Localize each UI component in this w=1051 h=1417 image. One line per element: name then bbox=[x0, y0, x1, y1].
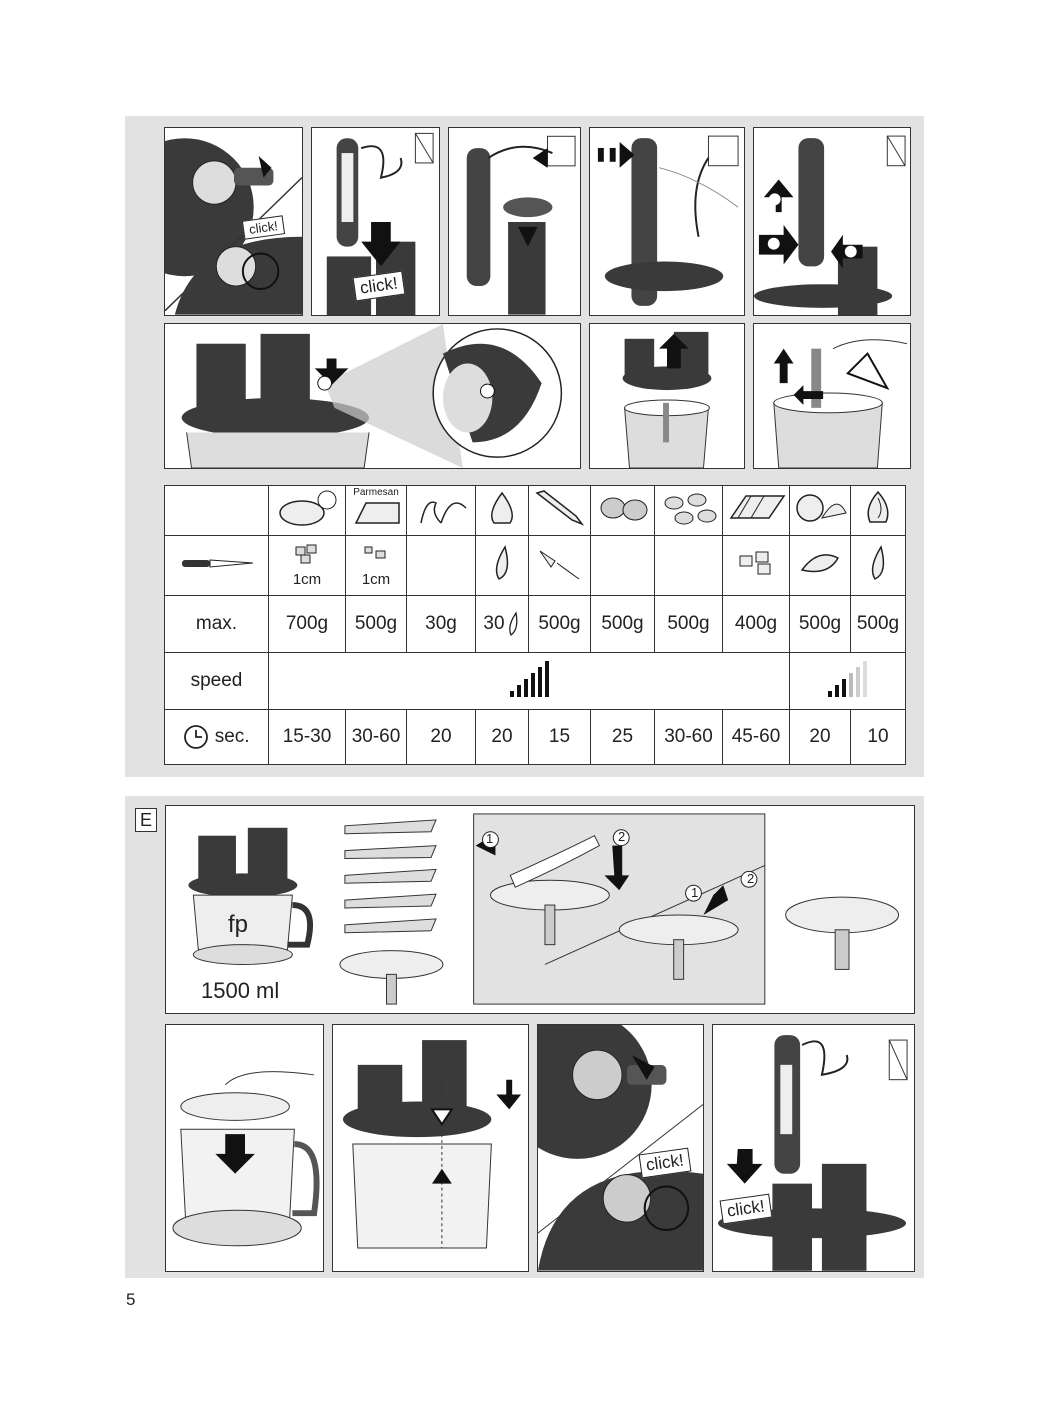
click-label: click! bbox=[720, 1194, 773, 1225]
chocolate-pieces-icon bbox=[723, 536, 790, 596]
max-value: 500g bbox=[655, 596, 723, 653]
sec-value: 10 bbox=[851, 710, 906, 765]
attach-motor-illustration bbox=[713, 1025, 914, 1271]
meat-icon bbox=[269, 486, 346, 536]
sec-value: 15 bbox=[529, 710, 591, 765]
chocolate-icon bbox=[723, 486, 790, 536]
cut-size-label: 1cm bbox=[361, 571, 391, 588]
sec-value: 30-60 bbox=[346, 710, 407, 765]
speed-low-cell bbox=[790, 653, 906, 710]
max-value: 400g bbox=[723, 596, 790, 653]
sec-label-cell bbox=[165, 710, 269, 765]
sec-value: 20 bbox=[790, 710, 851, 765]
slicer-overview-panel bbox=[165, 805, 915, 1014]
cube-cut-cell bbox=[346, 536, 407, 596]
speed-low-icon bbox=[828, 659, 867, 697]
fit-lid-panel bbox=[332, 1024, 529, 1272]
section-letter: E bbox=[135, 808, 157, 832]
step-number: 2 bbox=[747, 871, 755, 886]
remove-blade-panel bbox=[753, 323, 911, 469]
lid-release-illustration bbox=[165, 324, 580, 468]
max-value: 500g bbox=[851, 596, 906, 653]
cube-cut-cell bbox=[269, 536, 346, 596]
volume-label: 1500 ml bbox=[201, 978, 280, 1003]
click-label: click! bbox=[353, 271, 406, 302]
onion-icon bbox=[790, 486, 851, 536]
top-instruction-section bbox=[125, 116, 924, 777]
sec-label: sec. bbox=[214, 726, 250, 748]
onion-slice-icon bbox=[851, 536, 906, 596]
fp-label: fp bbox=[228, 911, 249, 938]
max-value: 30 bbox=[483, 613, 505, 635]
empty-cell bbox=[407, 536, 476, 596]
plug-in-panel bbox=[448, 127, 581, 316]
press-button-illustration bbox=[590, 128, 744, 315]
insert-disc-illustration bbox=[166, 1025, 323, 1271]
blank-corner-cell bbox=[165, 486, 269, 536]
step-number: 1 bbox=[691, 885, 699, 900]
gear-lock-panel bbox=[537, 1024, 704, 1272]
garlic-clove-icon bbox=[505, 611, 521, 637]
speed-label: speed bbox=[165, 653, 269, 710]
fit-lid-illustration bbox=[333, 1025, 528, 1271]
click-label: click! bbox=[242, 215, 285, 240]
gear-attach-panel bbox=[164, 127, 303, 316]
walnut-icon bbox=[591, 486, 655, 536]
sec-value: 20 bbox=[476, 710, 529, 765]
remove-blade-illustration bbox=[754, 324, 910, 468]
max-value: 30g bbox=[407, 596, 476, 653]
cut-size-label: 1cm bbox=[292, 571, 322, 588]
empty-cell bbox=[655, 536, 723, 596]
insert-disc-panel bbox=[165, 1024, 324, 1272]
speed-full-cell bbox=[269, 653, 790, 710]
motor-attach-panel bbox=[311, 127, 440, 316]
parmesan-icon bbox=[346, 486, 407, 536]
plug-in-illustration bbox=[449, 128, 580, 315]
step-number: 2 bbox=[618, 829, 626, 844]
carrot-icon bbox=[529, 486, 591, 536]
detach-motor-panel bbox=[753, 127, 911, 316]
lift-lid-illustration bbox=[590, 324, 744, 468]
clock-icon bbox=[183, 724, 209, 750]
sec-value: 25 bbox=[591, 710, 655, 765]
speed-max-icon bbox=[510, 659, 549, 697]
garlic-icon bbox=[476, 486, 529, 536]
max-value: 500g bbox=[346, 596, 407, 653]
lid-release-panel bbox=[164, 323, 581, 469]
max-value: 500g bbox=[790, 596, 851, 653]
sec-value: 20 bbox=[407, 710, 476, 765]
parmesan-label: Parmesan bbox=[353, 487, 399, 498]
empty-cell bbox=[591, 536, 655, 596]
almond-icon bbox=[655, 486, 723, 536]
attach-motor-panel bbox=[712, 1024, 915, 1272]
max-value: 500g bbox=[529, 596, 591, 653]
max-value-garlic bbox=[476, 596, 529, 653]
step-number: 1 bbox=[486, 831, 494, 846]
herbs-icon bbox=[407, 486, 476, 536]
processing-table bbox=[164, 485, 906, 765]
lift-lid-panel bbox=[589, 323, 745, 469]
sec-value: 45-60 bbox=[723, 710, 790, 765]
press-button-panel bbox=[589, 127, 745, 316]
max-value: 500g bbox=[591, 596, 655, 653]
click-label: click! bbox=[639, 1148, 692, 1179]
garlic-clove-icon bbox=[476, 536, 529, 596]
page-number: 5 bbox=[126, 1290, 136, 1309]
onion-whole-icon bbox=[851, 486, 906, 536]
max-label: max. bbox=[165, 596, 269, 653]
detach-motor-illustration bbox=[754, 128, 910, 315]
max-value: 700g bbox=[269, 596, 346, 653]
knife-icon bbox=[165, 536, 269, 596]
carrot-pieces-icon bbox=[529, 536, 591, 596]
sec-value: 30-60 bbox=[655, 710, 723, 765]
onion-wedge-icon bbox=[790, 536, 851, 596]
sec-value: 15-30 bbox=[269, 710, 346, 765]
section-e bbox=[125, 796, 924, 1278]
